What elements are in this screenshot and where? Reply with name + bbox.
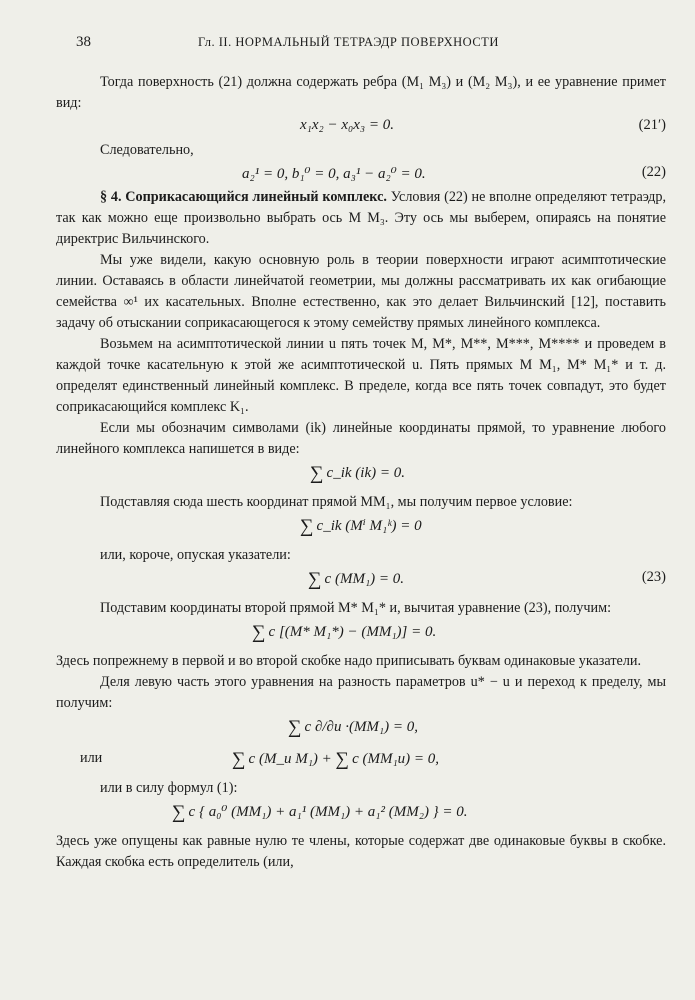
equation-text: c_ik (Mⁱ M₁ᵏ) = 0 xyxy=(316,518,422,534)
sum-sign: ∑ xyxy=(335,749,350,770)
paragraph-section-4 xyxy=(56,187,666,250)
equation-text: c (MM₁u) = 0, xyxy=(352,751,440,767)
equation-text: c { a₀⁰ (MM₁) + a₁¹ (MM₁) + a₁² (MM₂) } = 0. xyxy=(188,804,468,820)
equation-text: c (M_u M₁) xyxy=(248,751,318,767)
equation-23 xyxy=(56,566,666,598)
paragraph-13: или в силу формул (1): xyxy=(100,780,238,796)
sum-sign: ∑ xyxy=(252,622,266,643)
paragraph-10: Здесь попрежнему в первой и во второй скобке надо приписывать буквам одинаковые указатели. xyxy=(56,653,642,669)
paragraph-14: Здесь уже опущены как равные нулю те члены, которые содержат две одинаковые буквы в скобке. Каждая скобка есть определитель (или, xyxy=(56,833,666,870)
sum-sign: ∑ xyxy=(172,802,186,823)
equation-line xyxy=(310,463,405,485)
paragraph-8: или, короче, опуская указатели: xyxy=(100,547,291,563)
page-number: 38 xyxy=(76,34,91,50)
running-title: Гл. II. НОРМАЛЬНЫЙ ТЕТРАЭДР ПОВЕРХНОСТИ xyxy=(198,35,499,49)
equation-number: (21′) xyxy=(638,117,666,133)
paragraph-9: Подставим координаты второй прямой M* M₁* и, вычитая уравнение (23), получим: xyxy=(100,600,612,616)
equation-formula-1 xyxy=(56,799,666,831)
equation-expanded xyxy=(56,746,666,778)
sum-sign: ∑ xyxy=(300,516,314,537)
equation-number: (22) xyxy=(641,164,666,180)
page-body xyxy=(56,72,666,873)
equation-derivative xyxy=(56,714,666,746)
equation-line xyxy=(308,569,404,591)
equation-text: a₂¹ = 0, b₁⁰ = 0, a₃¹ − a₂⁰ = 0. xyxy=(242,166,426,182)
paragraph-4: Мы уже видели, какую основную роль в теории поверхности играют асимптотические линии. Оставаясь в области линейчатой геометрии, мы должны рассматривать их как огибающие семейства ∞¹ их касательных. Вполне естественно, как это делает Вильчинский [12], поставить задачу об отыскании соприкасающегося к этому семейству прямых линейного комплекса. xyxy=(56,252,666,331)
equation-number: (23) xyxy=(641,569,666,585)
equation-22 xyxy=(56,161,666,187)
equation-line xyxy=(288,717,418,739)
paragraph-6: Если мы обозначим символами (ik) линейные координаты прямой, то уравнение любого линейного комплекса напишется в виде: xyxy=(56,420,666,457)
sum-sign: ∑ xyxy=(232,749,246,770)
sum-sign: ∑ xyxy=(288,717,302,738)
label-or: или xyxy=(80,750,103,766)
equation-first-condition xyxy=(56,513,666,545)
equation-text: c ∂/∂u ·(MM₁) = 0, xyxy=(304,719,419,735)
equation-text: x₁x₂ − x₀x₃ = 0. xyxy=(300,117,394,133)
equation-line xyxy=(172,802,468,824)
sum-sign: ∑ xyxy=(310,463,324,484)
equation-difference xyxy=(56,619,666,651)
section-heading: § 4. Соприкасающийся линейный комплекс. xyxy=(100,189,387,205)
equation-text: c [(M* M₁*) − (MM₁)] = 0. xyxy=(268,624,437,640)
equation-line xyxy=(252,622,436,644)
equation-complex xyxy=(56,460,666,492)
equation-text: c_ik (ik) = 0. xyxy=(326,465,405,481)
paragraph-7: Подставляя сюда шесть координат прямой MM₁, мы получим первое условие: xyxy=(100,494,573,510)
page-header xyxy=(76,34,639,56)
equation-line xyxy=(232,749,439,771)
paragraph-2: Следовательно, xyxy=(100,142,194,158)
equation-21-prime xyxy=(56,114,666,140)
paragraph-5: Возьмем на асимптотической линии u пять точек M, M*, M**, M***, M**** и проведем в каждой точке касательную к этой же асимптотической u. Пять прямых M M₁, M* M₁* и т. д. определят единственный линейный комплекс. В пределе, когда все пять точек совпадут, это будет соприкасающийся комплекс K₁. xyxy=(56,336,666,415)
paragraph-11: Деля левую часть этого уравнения на разность параметров u* − u и переход к пределу, мы получим: xyxy=(56,674,666,711)
sum-sign: ∑ xyxy=(308,569,322,590)
equation-text: c (MM₁) = 0. xyxy=(324,571,405,587)
equation-line xyxy=(300,516,422,538)
section-text: Условия (22) не вполне определяют тетраэдр, так как можно еще произвольно выбрать ось M M₃. Эту ось мы выберем, опираясь на понятие директрис Вильчинского. xyxy=(56,189,666,247)
plus-sign: + xyxy=(321,751,332,767)
paragraph-1: Тогда поверхность (21) должна содержать ребра (M₁ M₃) и (M₂ M₃), и ее уравнение примет вид: xyxy=(56,74,666,111)
